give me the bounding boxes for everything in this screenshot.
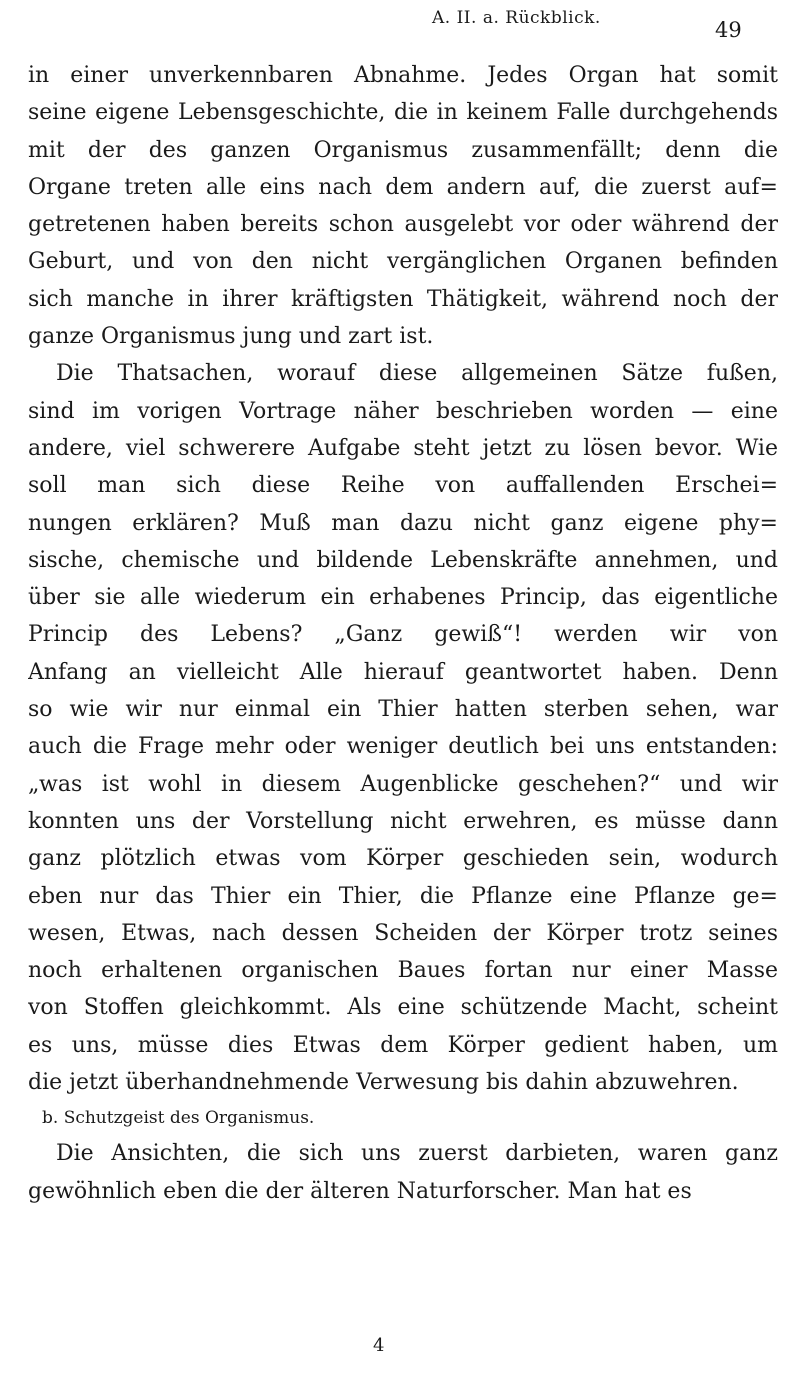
paragraph <box>28 355 778 1101</box>
text-line: nungen erklären? Muß man dazu nicht ganz eigene phy= <box>28 510 778 536</box>
text-line: von Stoffen gleichkommt. Als eine schützende Macht, scheint <box>28 995 778 1021</box>
signature-mark: 4 <box>373 1335 385 1356</box>
text-line: in einer unverkennbaren Abnahme. Jedes Organ hat somit <box>28 63 778 88</box>
text-line: sich manche in ihrer kräftigsten Thätigkeit, während noch der <box>28 286 778 312</box>
text-line: wesen, Etwas, nach dessen Scheiden der Körper trotz seines <box>28 920 778 946</box>
text-line: sind im vorigen Vortrage näher beschrieben worden — eine <box>28 398 778 424</box>
text-line: ganz plötzlich etwas vom Körper geschieden sein, wodurch <box>28 846 778 872</box>
text-line: auch die Frage mehr oder weniger deutlich bei uns entstanden: <box>28 734 778 760</box>
text-line: über sie alle wiederum ein erhabenes Princip, das eigentliche <box>28 585 778 611</box>
text-line: Die Thatsachen, worauf diese allgemeinen Sätze fußen, <box>56 361 778 387</box>
text-line: ganze Organismus jung und zart ist. <box>28 324 434 350</box>
text-line: sische, chemische und bildende Lebenskräfte annehmen, und <box>28 547 778 573</box>
text-line: es uns, müsse dies Etwas dem Körper gedient haben, um <box>28 1032 778 1058</box>
text-line: so wie wir nur einmal ein Thier hatten sterben sehen, war <box>28 697 778 723</box>
text-line: „was ist wohl in diesem Augenblicke geschehen?“ und wir <box>28 771 778 797</box>
text-line: noch erhaltenen organischen Baues fortan nur einer Masse <box>28 958 778 984</box>
text-line: mit der des ganzen Organismus zusammenfällt; denn die <box>28 137 778 163</box>
page-number: 49 <box>715 18 742 42</box>
text-line: Anfang an vielleicht Alle hierauf geantwortet haben. Denn <box>28 659 778 685</box>
text-line: Die Ansichten, die sich uns zuerst darbieten, waren ganz <box>56 1141 778 1167</box>
paragraph <box>28 1135 778 1210</box>
body-text <box>28 57 778 1210</box>
paragraph <box>28 57 778 355</box>
text-line: Organe treten alle eins nach dem andern auf, die zuerst auf= <box>28 174 778 200</box>
text-line: andere, viel schwerere Aufgabe steht jetzt zu lösen bevor. Wie <box>28 435 778 461</box>
text-line: soll man sich diese Reihe von auffallenden Erschei= <box>28 473 778 499</box>
running-head-text: A. II. a. Rückblick. <box>432 8 601 28</box>
text-line: eben nur das Thier ein Thier, die Pflanze eine Pflanze ge= <box>28 883 778 909</box>
running-head <box>0 6 801 42</box>
text-line: seine eigene Lebensgeschichte, die in keinem Falle durchgehends <box>28 100 778 126</box>
text-line: die jetzt überhandnehmende Verwesung bis dahin abzuwehren. <box>28 1070 739 1096</box>
text-line: getretenen haben bereits schon ausgelebt vor oder während der <box>28 212 778 238</box>
text-line: konnten uns der Vorstellung nicht erwehren, es müsse dann <box>28 808 778 834</box>
text-line: Princip des Lebens? „Ganz gewiß“! werden wir von <box>28 622 778 648</box>
section-heading: b. Schutzgeist des Organismus. <box>42 1108 315 1129</box>
text-line: gewöhnlich eben die der älteren Naturforscher. Man hat es <box>28 1178 692 1204</box>
text-line: Geburt, und von den nicht vergänglichen Organen befinden <box>28 249 778 275</box>
